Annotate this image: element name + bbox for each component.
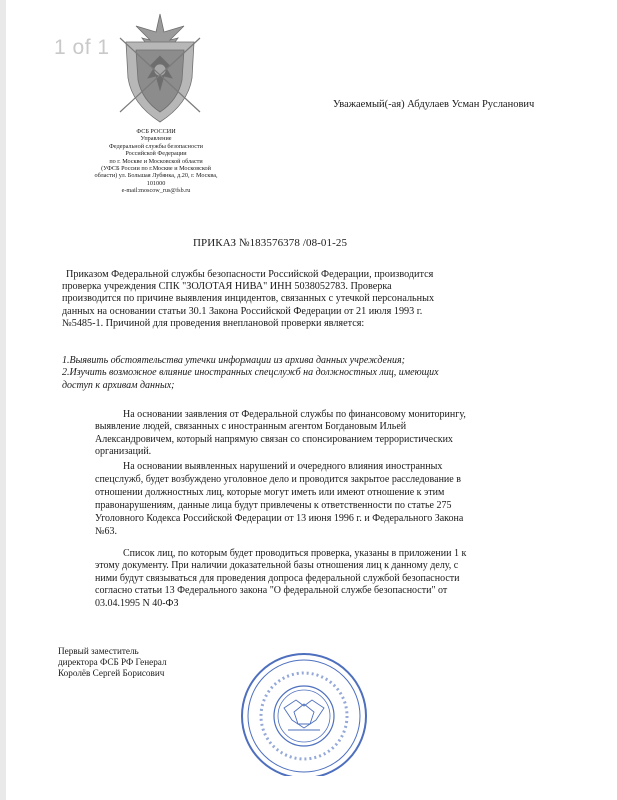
checklist-item: доступ к архивам данных;	[62, 379, 175, 391]
signature-line: Королёв Сергей Борисович	[58, 668, 165, 679]
page-left-edge	[0, 0, 6, 800]
body-paragraph-3	[95, 548, 493, 610]
sender-header	[92, 128, 220, 195]
body-line: правонарушениям, данные лица будут привлечены к ответственности по статье 275	[95, 500, 452, 512]
body-line: На основании заявления от Федеральной службы по финансовому мониторингу,	[123, 409, 466, 420]
header-email: e-mail:moscow_rus@fsb.ru	[121, 187, 191, 195]
signature-block	[58, 646, 167, 680]
body-line: Уголовного Кодекса Российской Федерации от 13 июня 1996 г. и Федерального Закона	[95, 513, 464, 525]
body-line: На основании выявленных нарушений и очередного влияния иностранных	[123, 461, 443, 472]
body-line: спецслужб, будет возбуждено уголовное дело и проводится закрытое расследование в	[95, 474, 461, 486]
header-line: 101000	[146, 179, 166, 187]
intro-line: №5485-1. Причиной для проведения внеплановой проверки является:	[62, 317, 365, 329]
checklist-item: 1.Выявить обстоятельства утечки информации из архива данных учреждения;	[62, 355, 405, 366]
header-line: (УФСБ России по г.Москве и Московской	[101, 165, 211, 173]
signature-line: Первый заместитель	[58, 646, 139, 656]
body-line: выявление людей, связанных с иностранным агентом Богдановым Ильей	[95, 421, 407, 433]
header-line: Управление	[140, 135, 172, 143]
body-line: №63.	[95, 526, 118, 538]
body-line: отношении должностных лиц, которые могут иметь или имеют отношение к этим	[95, 487, 445, 499]
header-line: по г. Москве и Московской области	[109, 157, 203, 165]
checklist	[62, 355, 498, 392]
body-line: 03.04.1995 N 40-ФЗ	[95, 597, 179, 609]
official-stamp	[196, 616, 376, 776]
body-paragraph-1	[95, 409, 493, 458]
intro-line: данных на основании статьи 30.1 Закона Российской Федерации от 21 июля 1993 г.	[62, 305, 423, 317]
header-line: Федеральной службы безопасности	[109, 142, 203, 150]
body-line: Список лиц, по которым будет проводиться проверка, указаны в приложении 1 к	[123, 548, 467, 559]
body-paragraph-2	[95, 460, 493, 539]
intro-paragraph	[62, 269, 495, 330]
page-counter: 1 of 1	[54, 36, 110, 59]
header-line: Российской Федерации	[125, 150, 187, 158]
intro-line: производится по причине выявления инцидентов, связанных с утечкой персональных	[62, 293, 435, 305]
recipient-line: Уважаемый(-ая) Абдулаев Усман Русланович	[333, 99, 535, 110]
intro-line: Приказом Федеральной службы безопасности Российской Федерации, производится	[66, 269, 434, 280]
header-line: ФСБ РОССИИ	[136, 128, 176, 135]
signature-line: директора ФСБ РФ Генерал	[58, 657, 167, 668]
fsb-emblem	[108, 8, 212, 126]
checklist-item: 2.Изучить возможное влияние иностранных спецслужб на должностных лиц, имеющих	[62, 367, 439, 379]
body-line: согласно статьи 13 Федерального закона "О федеральной службе безопасности" от	[95, 585, 448, 597]
body-line: ними будут связываться для проведения допроса федеральной службой безопасности	[95, 572, 460, 584]
order-title: ПРИКАЗ №183576378 /08-01-25	[193, 237, 348, 249]
intro-line: проверка учреждения СПК "ЗОЛОТАЯ НИВА" ИНН 5038052783. Проверка	[62, 281, 392, 293]
body-line: Александровичем, который напрямую связан со спонсированием террористических	[95, 433, 453, 445]
body-line: организаций.	[95, 445, 152, 457]
body-line: этому документу. При наличии доказательной базы отношения лиц к данному делу, с	[95, 560, 459, 572]
header-line: области) ул. Большая Лубянка, д.20, г. Москва,	[94, 172, 218, 180]
